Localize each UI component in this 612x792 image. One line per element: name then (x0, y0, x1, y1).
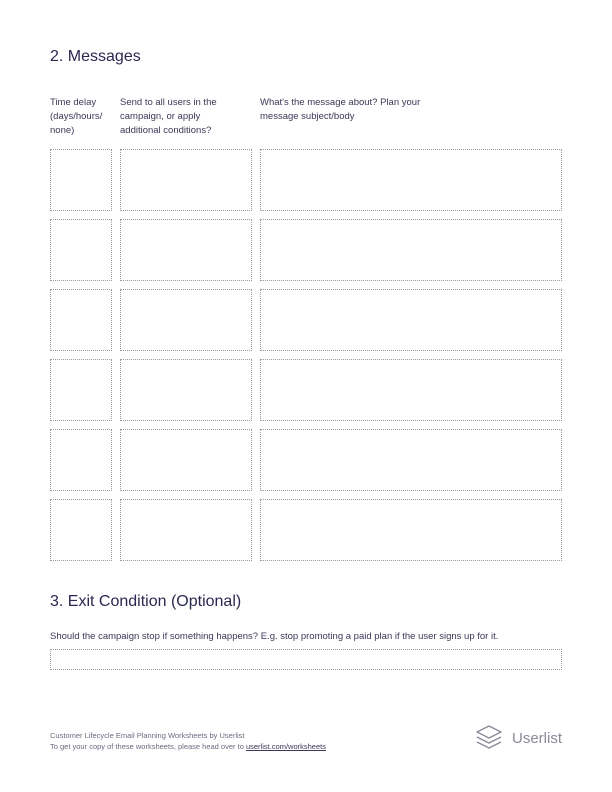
message-plan-field-row-3[interactable] (260, 289, 562, 351)
time-delay-field-row-1[interactable] (50, 149, 112, 211)
message-plan-field-row-6[interactable] (260, 499, 562, 561)
time-delay-field-row-3[interactable] (50, 289, 112, 351)
footer-cta-text: To get your copy of these worksheets, please head over to (50, 742, 246, 751)
stacked-layers-icon (474, 724, 504, 752)
time-delay-field-row-2[interactable] (50, 219, 112, 281)
time-delay-field-row-5[interactable] (50, 429, 112, 491)
footer-cta (50, 741, 326, 752)
userlist-logo (474, 724, 562, 752)
conditions-field-row-4[interactable] (120, 359, 252, 421)
column-header-send-to: Send to all users in the campaign, or apply additional conditions? (120, 97, 217, 136)
message-plan-field-row-4[interactable] (260, 359, 562, 421)
worksheets-link[interactable]: userlist.com/worksheets (245, 742, 326, 751)
conditions-field-row-1[interactable] (120, 149, 252, 211)
time-delay-field-row-6[interactable] (50, 499, 112, 561)
brand-name: Userlist (512, 729, 563, 747)
column-header-message-about: What's the message about? Plan your message subject/body (260, 97, 421, 122)
exit-title: 3. Exit Condition (Optional) (50, 593, 242, 610)
conditions-field-row-6[interactable] (120, 499, 252, 561)
footer-credit: Customer Lifecycle Email Planning Worksheets by Userlist (50, 731, 245, 740)
time-delay-field-row-4[interactable] (50, 359, 112, 421)
conditions-field-row-2[interactable] (120, 219, 252, 281)
exit-question: Should the campaign stop if something happens? E.g. stop promoting a paid plan if the user signs up for it. (50, 631, 499, 642)
footer (50, 730, 326, 752)
message-plan-field-row-1[interactable] (260, 149, 562, 211)
messages-title: 2. Messages (50, 48, 141, 65)
exit-condition-field[interactable] (50, 649, 562, 670)
column-header-time-delay: Time delay (days/hours/ none) (50, 97, 103, 136)
message-plan-field-row-5[interactable] (260, 429, 562, 491)
conditions-field-row-3[interactable] (120, 289, 252, 351)
conditions-field-row-5[interactable] (120, 429, 252, 491)
message-plan-field-row-2[interactable] (260, 219, 562, 281)
